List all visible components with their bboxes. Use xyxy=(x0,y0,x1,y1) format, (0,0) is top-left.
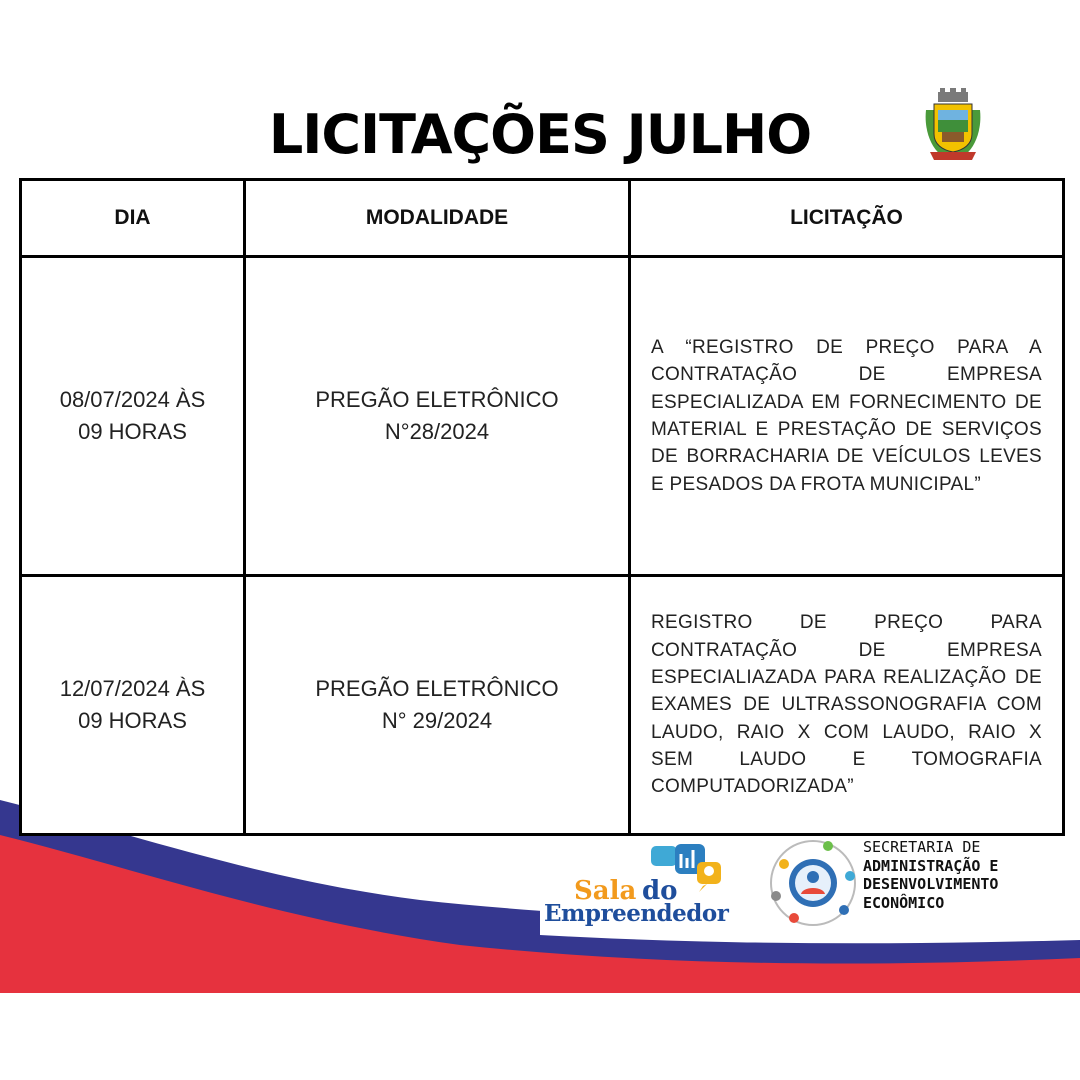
cell-licitacao: REGISTRO DE PREÇO PARA CONTRATAÇÃO DE EMPRESA ESPECIALIAZADA PARA REALIZAÇÃO DE EXAMES DE ULTRASSONOGRAFIA COM LAUDO, RAIO X COM LAUDO, RAIO X SEM LAUDO E TOMOGRAFIA COMPUTADORIZADA” xyxy=(630,576,1064,835)
secretaria-block xyxy=(760,832,1060,942)
dia-date: 08/07/2024 ÀS xyxy=(59,387,206,412)
bids-table xyxy=(19,178,1065,836)
secretaria-emblem-icon xyxy=(766,836,860,930)
table-header-row xyxy=(21,180,1064,257)
table-row xyxy=(21,257,1064,576)
sala-word: Sala xyxy=(574,876,637,906)
cell-dia xyxy=(21,576,245,835)
cell-dia xyxy=(21,257,245,576)
secretaria-line-1: SECRETARIA DE xyxy=(863,838,981,856)
dia-time: 09 HORAS xyxy=(78,708,187,733)
secretaria-text xyxy=(863,838,1063,912)
header-modalidade: MODALIDADE xyxy=(245,180,630,257)
dia-time: 09 HORAS xyxy=(78,419,187,444)
cell-licitacao: A “REGISTRO DE PREÇO PARA A CONTRATAÇÃO DE EMPRESA ESPECIALIZADA EM FORNECIMENTO DE MATERIAL E PRESTAÇÃO DE SERVIÇOS DE BORRACHARIA DE VEÍCULOS LEVES E PESADOS DA FROTA MUNICIPAL” xyxy=(630,257,1064,576)
page-title: LICITAÇÕES JULHO xyxy=(268,103,812,166)
modalidade-type: PREGÃO ELETRÔNICO xyxy=(315,387,559,412)
header-licitacao: LICITAÇÃO xyxy=(630,180,1064,257)
empreendedor-word: Empreendedor xyxy=(544,900,729,927)
municipal-crest-icon xyxy=(920,88,986,164)
modalidade-type: PREGÃO ELETRÔNICO xyxy=(315,676,559,701)
header-dia: DIA xyxy=(21,180,245,257)
cell-modalidade xyxy=(245,576,630,835)
modalidade-number: N°28/2024 xyxy=(384,419,490,444)
do-word: do xyxy=(642,876,678,906)
table-row xyxy=(21,576,1064,835)
modalidade-number: N° 29/2024 xyxy=(381,708,493,733)
secretaria-line-2: ADMINISTRAÇÃO E xyxy=(863,856,999,875)
dia-date: 12/07/2024 ÀS xyxy=(59,676,206,701)
sala-do-empreendedor-logo xyxy=(540,838,740,938)
cell-modalidade xyxy=(245,257,630,576)
secretaria-line-4: ECONÔMICO xyxy=(863,893,945,912)
secretaria-line-3: DESENVOLVIMENTO xyxy=(863,875,999,893)
